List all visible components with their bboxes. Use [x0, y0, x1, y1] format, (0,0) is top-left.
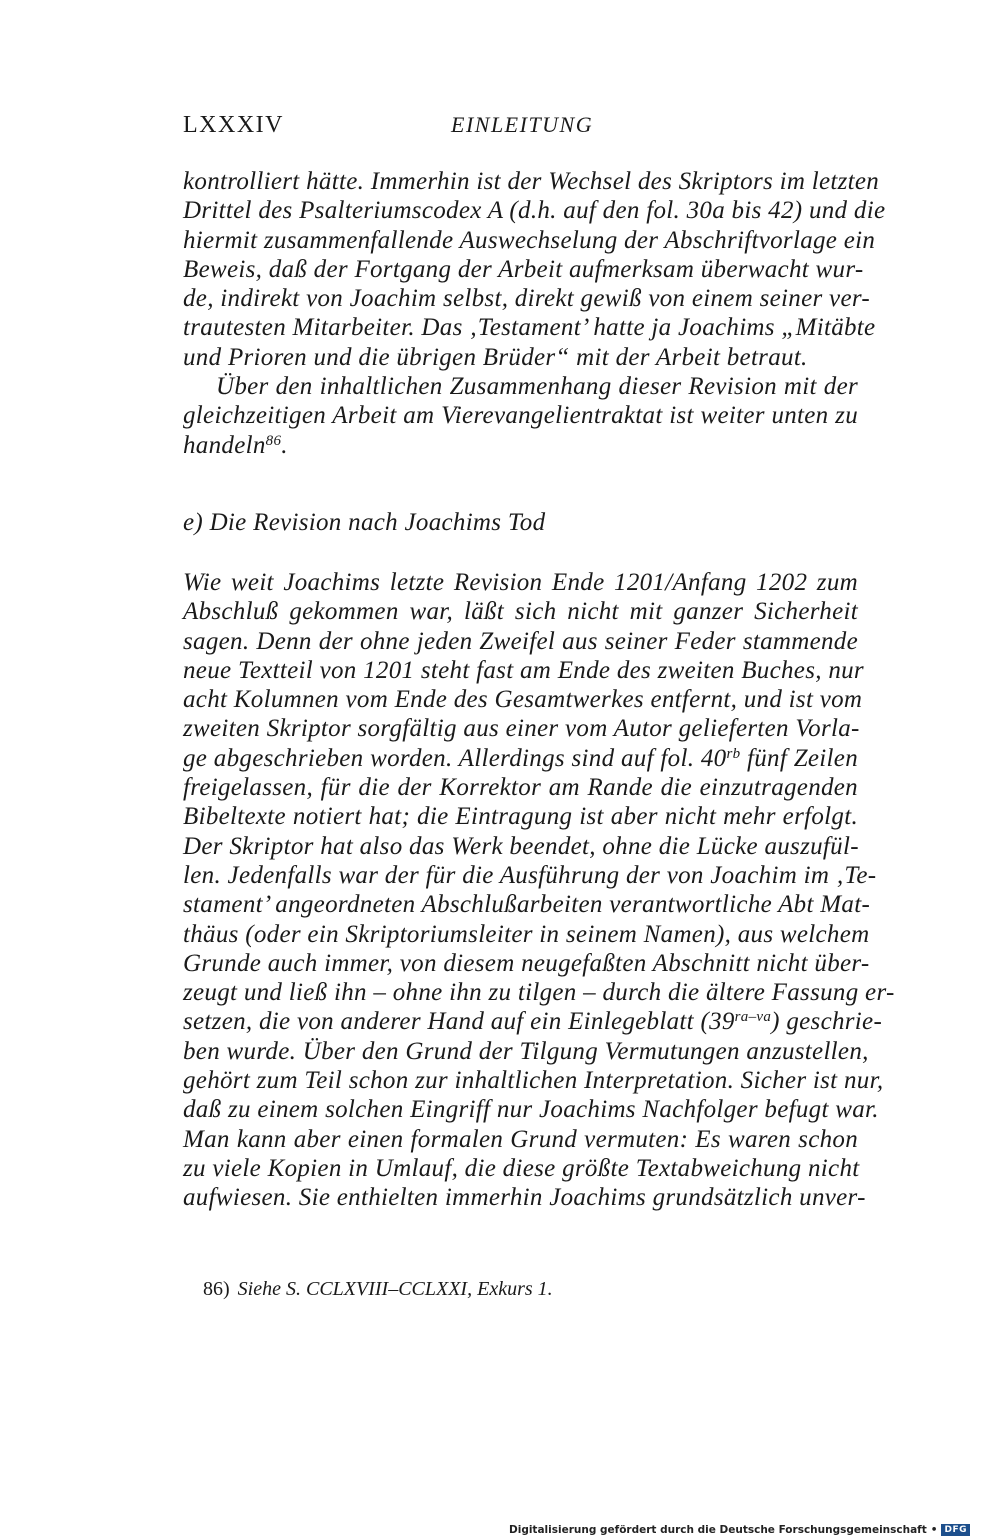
- text-line: daß zu einem solchen Eingriff nur Joachims Nachfolger befugt war.: [183, 1096, 879, 1124]
- footnote-reference[interactable]: 86: [265, 432, 282, 449]
- text-line: zeugt und ließ ihn – ohne ihn zu tilgen – durch die ältere Fassung er-: [183, 979, 895, 1007]
- text-line: Grunde auch immer, von diesem neugefaßten Abschnitt nicht über-: [183, 949, 870, 977]
- text-line: kontrolliert hätte. Immerhin ist der Wechsel des Skriptors im letzten: [183, 168, 880, 195]
- text-fragment: ) geschrie-: [771, 1008, 883, 1036]
- text-line: [183, 1007, 883, 1036]
- text-line: acht Kolumnen vom Ende des Gesamtwerkes entfernt, und ist vom: [183, 686, 863, 714]
- text-line: Drittel des Psalteriumscodex A (d.h. auf den fol. 30a bis 42) und die: [183, 197, 886, 225]
- text-line: Man kann aber einen formalen Grund vermuten: Es waren schon: [183, 1125, 858, 1153]
- dfg-logo: DFG: [941, 1524, 970, 1536]
- text-line: de, indirekt von Joachim selbst, direkt gewiß von einem seiner ver-: [183, 285, 870, 313]
- text-line: freigelassen, für die der Korrektor am Rande die einzutragenden: [183, 774, 858, 802]
- text-line: thäus (oder ein Skriptoriumsleiter in seinem Namen), aus welchem: [183, 920, 870, 948]
- text-fragment: fünf Zeilen: [740, 744, 858, 772]
- text-line: und Prioren und die übrigen Brüder“ mit der Arbeit betraut.: [183, 343, 808, 371]
- text-fragment: handeln: [183, 431, 266, 459]
- text-line: hiermit zusammenfallende Auswechselung der Abschriftvorlage ein: [183, 226, 876, 254]
- text-line: gehört zum Teil schon zur inhaltlichen Interpretation. Sicher ist nur,: [183, 1067, 884, 1095]
- credit-separator: •: [930, 1524, 938, 1536]
- text-line: neue Textteil von 1201 steht fast am Ende des zweiten Buches, nur: [183, 656, 864, 684]
- folio-superscript: ra–va: [734, 1009, 772, 1026]
- text-fragment: setzen, die von anderer Hand auf ein Einlegeblatt (39: [183, 1008, 735, 1036]
- paragraph-continued: [183, 167, 886, 460]
- section-heading: e) Die Revision nach Joachims Tod: [183, 509, 546, 536]
- text-line: [183, 744, 858, 773]
- running-title: EINLEITUNG: [451, 112, 594, 137]
- digitization-credit: [509, 1524, 970, 1536]
- text-line: [183, 431, 858, 460]
- text-line: Abschluß gekommen war, läßt sich nicht mit ganzer Sicherheit: [183, 598, 858, 626]
- credit-text: Digitalisierung gefördert durch die Deutsche Forschungsgemeinschaft: [509, 1524, 927, 1536]
- text-fragment: ge abgeschrieben worden. Allerdings sind auf fol. 40: [183, 744, 727, 772]
- folio-superscript: rb: [726, 745, 741, 762]
- footnote: [203, 1276, 553, 1302]
- text-line: ben wurde. Über den Grund der Tilgung Vermutungen anzustellen,: [183, 1037, 869, 1065]
- page-number: LXXXIV: [183, 112, 284, 138]
- running-head: [183, 112, 858, 144]
- text-line: trautesten Mitarbeiter. Das ‚Testament’ hatte ja Joachims „Mitäbte: [183, 314, 876, 342]
- text-line: zu viele Kopien in Umlauf, die diese größte Textabweichung nicht: [183, 1154, 860, 1182]
- text-fragment: .: [281, 431, 288, 459]
- text-line: Wie weit Joachims letzte Revision Ende 1201/Anfang 1202 zum: [183, 569, 858, 596]
- footnote-number: 86): [203, 1278, 230, 1300]
- text-line: gleichzeitigen Arbeit am Vierevangelientraktat ist weiter unten zu: [183, 402, 858, 430]
- text-line: zweiten Skriptor sorgfältig aus einer vom Autor gelieferten Vorla-: [183, 715, 860, 743]
- text-line: Über den inhaltlichen Zusammenhang dieser Revision mit der: [216, 373, 858, 401]
- text-line: sagen. Denn der ohne jeden Zweifel aus seiner Feder stammende: [183, 627, 858, 655]
- footnote-text: Siehe S. CCLXVIII–CCLXXI, Exkurs 1.: [237, 1278, 553, 1300]
- text-line: Bibeltexte notiert hat; die Eintragung ist aber nicht mehr erfolgt.: [183, 803, 858, 831]
- text-line: Der Skriptor hat also das Werk beendet, ohne die Lücke auszufül-: [183, 832, 859, 860]
- text-line: len. Jedenfalls war der für die Ausführung der von Joachim im ‚Te-: [183, 861, 877, 889]
- text-line: aufwiesen. Sie enthielten immerhin Joachims grundsätzlich unver-: [183, 1184, 866, 1212]
- text-line: Beweis, daß der Fortgang der Arbeit aufmerksam überwacht wur-: [183, 255, 864, 283]
- paragraph-main: [183, 568, 895, 1213]
- text-line: stament’ angeordneten Abschlußarbeiten verantwortliche Abt Mat-: [183, 891, 871, 919]
